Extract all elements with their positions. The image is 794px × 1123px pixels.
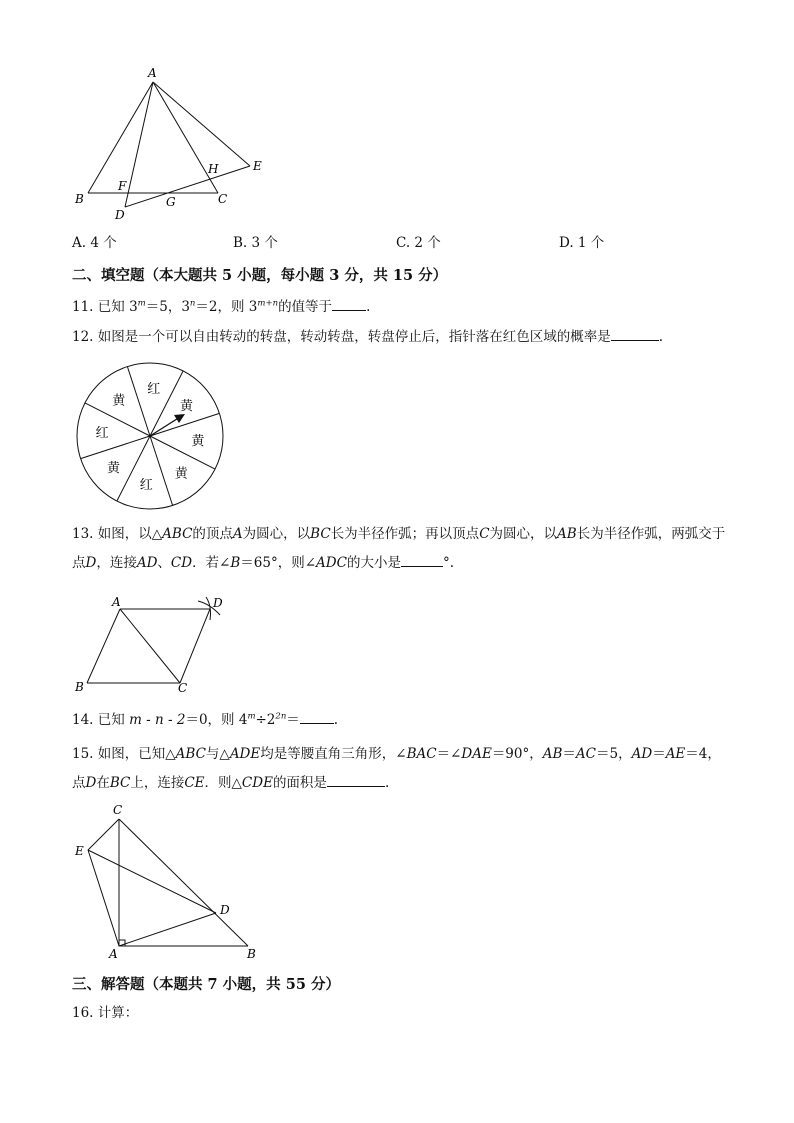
spinner-sector-label: 红 bbox=[147, 382, 161, 398]
q13-var: BC bbox=[310, 526, 331, 542]
label-b: B bbox=[247, 947, 256, 961]
q15-var: DAE bbox=[461, 746, 492, 762]
q14-text: ÷2 bbox=[255, 712, 276, 728]
q15-var: D bbox=[85, 775, 97, 791]
spinner-divider bbox=[150, 433, 215, 469]
q14-number: 14. bbox=[72, 712, 94, 728]
spinner-sector-label: 红 bbox=[95, 426, 109, 442]
option-a: A. 4 个 bbox=[72, 235, 117, 251]
q13-text: 长为半径作弧，两弧交于点 bbox=[72, 526, 726, 571]
q12-number: 12. bbox=[72, 329, 94, 345]
spinner-sector-label: 黄 bbox=[174, 466, 188, 482]
q13-text: 、 bbox=[157, 555, 171, 571]
q11-exp-m: m bbox=[137, 298, 146, 309]
spinner-divider bbox=[150, 436, 173, 505]
q13-text: ．若∠ bbox=[192, 555, 231, 571]
label-b: B bbox=[75, 192, 84, 206]
figure-q15-triangles bbox=[68, 800, 268, 965]
question-14 bbox=[72, 711, 338, 729]
q11-text: 的值等于 bbox=[278, 299, 333, 315]
q14-exp-2n: 2n bbox=[275, 711, 287, 722]
segment-ab bbox=[88, 82, 153, 193]
q12-end: . bbox=[658, 329, 664, 345]
q16-text: 计算： bbox=[97, 1005, 139, 1021]
q12-answer-blank[interactable] bbox=[611, 328, 659, 341]
arrowhead-icon bbox=[174, 414, 185, 423]
q11-answer-blank[interactable] bbox=[332, 298, 366, 311]
segment-de bbox=[125, 166, 250, 207]
q11-number: 11. bbox=[72, 299, 94, 315]
q15-text: 的面积是 bbox=[272, 775, 327, 791]
q13-text: ，连接 bbox=[96, 555, 137, 571]
label-c: C bbox=[178, 681, 188, 695]
spinner-sector-label: 黄 bbox=[191, 433, 205, 449]
q13-var: B bbox=[230, 555, 241, 571]
figure-q10-triangles bbox=[60, 60, 290, 225]
spinner-divider bbox=[150, 413, 219, 436]
label-c: C bbox=[113, 803, 123, 817]
label-c: C bbox=[218, 192, 228, 206]
segment-ac bbox=[153, 82, 218, 193]
spinner-sector-label: 黄 bbox=[112, 393, 126, 409]
q15-text: ＝ bbox=[652, 746, 666, 762]
label-h: H bbox=[208, 162, 219, 176]
q14-answer-blank[interactable] bbox=[300, 711, 334, 724]
q13-var: CD bbox=[170, 555, 193, 571]
question-12 bbox=[72, 328, 663, 346]
q15-var: AE bbox=[665, 746, 686, 762]
q13-answer-blank[interactable] bbox=[401, 554, 443, 567]
q12-text: 如图是一个可以自由转动的转盘，转动转盘，转盘停止后，指针落在红色区域的概率是 bbox=[97, 329, 611, 345]
q13-number: 13. bbox=[72, 526, 94, 542]
spinner-figure bbox=[70, 360, 230, 515]
q11-text: ＝2，则 3 bbox=[195, 299, 258, 315]
label-d: D bbox=[115, 208, 125, 222]
q11-text: ＝5，3 bbox=[145, 299, 190, 315]
q13-text: 的顶点 bbox=[192, 526, 233, 542]
segment-ae bbox=[88, 850, 119, 946]
section-heading-fill-blank: 二、填空题（本大题共 5 小题，每小题 3 分，共 15 分） bbox=[72, 267, 448, 284]
label-b: B bbox=[75, 680, 84, 694]
section-heading-solve: 三、解答题（本题共 7 小题，共 55 分） bbox=[72, 976, 340, 993]
label-g: G bbox=[166, 195, 176, 209]
q15-text: ．则△ bbox=[204, 775, 242, 791]
q15-text: ＝4，点 bbox=[72, 746, 721, 791]
q13-var: C bbox=[479, 526, 490, 542]
label-d: D bbox=[213, 596, 223, 610]
label-a: A bbox=[148, 66, 157, 80]
q14-expr: m - n - 2 bbox=[129, 712, 186, 728]
q15-var: CE bbox=[184, 775, 205, 791]
label-f: F bbox=[118, 179, 127, 193]
q15-var: BAC bbox=[406, 746, 437, 762]
q15-var: BC bbox=[109, 775, 131, 791]
segment-ab bbox=[87, 609, 120, 683]
q13-text: 为圆心，以 bbox=[489, 526, 558, 542]
q13-text: 长为半径作弧；再以顶点 bbox=[330, 526, 480, 542]
q13-var: D bbox=[85, 555, 97, 571]
label-a: A bbox=[112, 595, 121, 609]
q15-text: ＝ bbox=[562, 746, 576, 762]
label-a: A bbox=[109, 947, 118, 961]
q15-number: 15. bbox=[72, 746, 94, 762]
q15-text: 如图，已知△ bbox=[97, 746, 176, 762]
figure-q13-parallelogram bbox=[70, 590, 240, 698]
spinner-sector-label: 黄 bbox=[179, 398, 194, 414]
option-b: B. 3 个 bbox=[233, 235, 278, 251]
spinner-sector-label: 黄 bbox=[106, 461, 121, 477]
segment-de bbox=[88, 850, 216, 913]
q13-text: 如图，以△ bbox=[97, 526, 163, 542]
q14-text: ＝ bbox=[286, 712, 300, 728]
spinner-divider bbox=[127, 367, 150, 436]
question-13 bbox=[72, 520, 732, 578]
q13-text: 的大小是 bbox=[346, 555, 401, 571]
q15-text: 在 bbox=[96, 775, 110, 791]
q13-var: AB bbox=[557, 526, 577, 542]
segment-ce bbox=[88, 819, 119, 850]
option-d: D. 1 个 bbox=[559, 235, 605, 251]
label-d: D bbox=[220, 903, 230, 917]
label-e: E bbox=[75, 844, 84, 858]
question-11 bbox=[72, 298, 370, 316]
label-e: E bbox=[253, 159, 262, 173]
question-16 bbox=[72, 1004, 138, 1022]
segment-ae bbox=[153, 82, 250, 166]
q15-var: AD bbox=[631, 746, 653, 762]
q15-var: AC bbox=[575, 746, 597, 762]
q11-exp-n: n bbox=[189, 298, 196, 309]
spinner-sector-label: 红 bbox=[139, 477, 153, 493]
q14-exp-m: m bbox=[247, 711, 256, 722]
spinner-divider bbox=[81, 436, 150, 459]
q15-text: ＝5， bbox=[596, 746, 632, 762]
q15-var: AB bbox=[542, 746, 563, 762]
q13-var: AD bbox=[136, 555, 158, 571]
q14-text: 已知 bbox=[97, 712, 125, 728]
q15-end: . bbox=[384, 775, 390, 791]
q14-end: . bbox=[333, 712, 339, 728]
q11-end: . bbox=[366, 299, 371, 315]
segment-ad bbox=[119, 913, 216, 946]
segment-cd bbox=[180, 609, 210, 683]
q13-var: ADC bbox=[316, 555, 347, 571]
option-c: C. 2 个 bbox=[396, 235, 441, 251]
q13-var: A bbox=[232, 526, 243, 542]
segment-ad bbox=[125, 82, 153, 207]
q15-var: ABC bbox=[175, 746, 206, 762]
q11-text: 已知 3 bbox=[97, 299, 138, 315]
q15-text: 均是等腰直角三角形，∠ bbox=[260, 746, 407, 762]
q15-text: ＝∠ bbox=[436, 746, 462, 762]
q15-answer-blank[interactable] bbox=[327, 774, 385, 787]
q13-text: ＝65°，则∠ bbox=[240, 555, 317, 571]
q15-text: 上，连接 bbox=[130, 775, 185, 791]
q15-var: ADE bbox=[229, 746, 261, 762]
q14-text: ＝0，则 4 bbox=[185, 712, 248, 728]
q13-text: 为圆心，以 bbox=[242, 526, 311, 542]
q15-var: CDE bbox=[241, 775, 273, 791]
q15-text: 与△ bbox=[205, 746, 230, 762]
q16-number: 16. bbox=[72, 1005, 94, 1021]
q15-text: ＝90°， bbox=[491, 746, 543, 762]
q13-end: °. bbox=[442, 555, 454, 571]
q11-exp-mn: m+n bbox=[257, 298, 279, 309]
question-15 bbox=[72, 740, 732, 798]
q13-var: ABC bbox=[162, 526, 193, 542]
segment-ac bbox=[120, 609, 180, 683]
segment-bc bbox=[119, 819, 248, 946]
